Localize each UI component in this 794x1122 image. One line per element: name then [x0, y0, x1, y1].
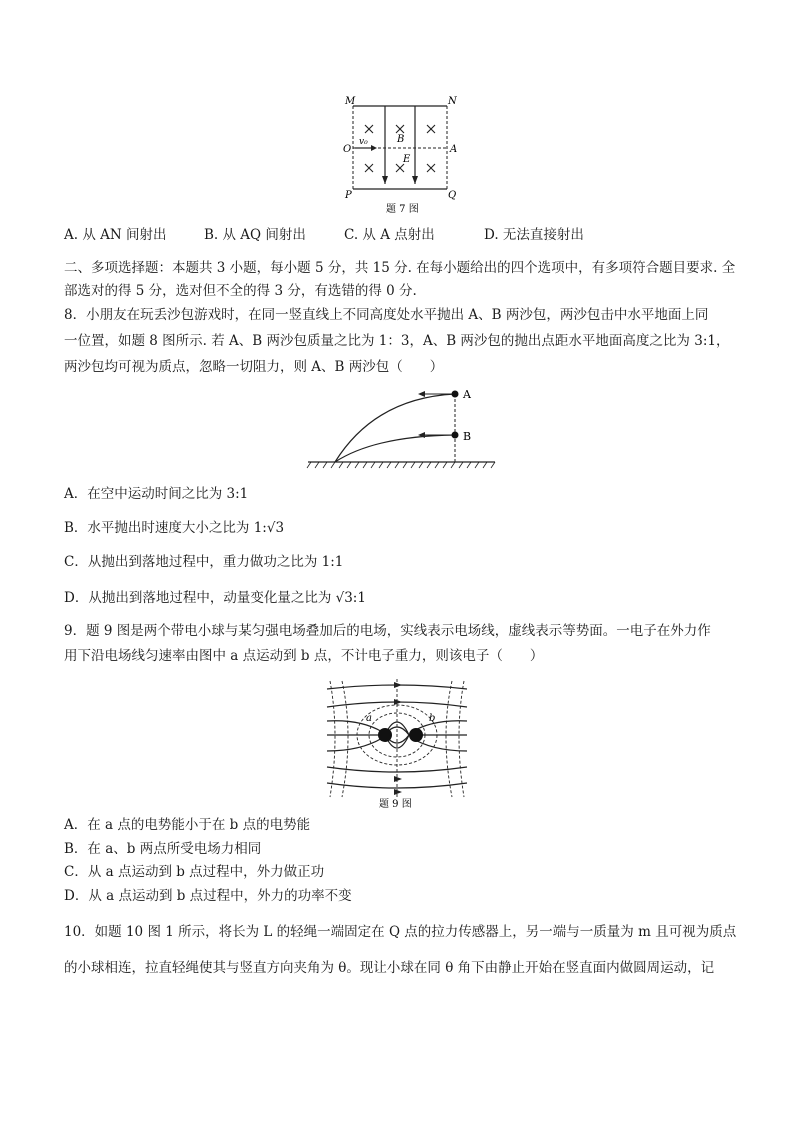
fig7-label-v0: v₀	[359, 137, 368, 147]
section2-line1: 二、多项选择题：本题共 3 小题，每小题 5 分，共 15 分. 在每小题给出的四个选项中，有多项符合题目要求. 全	[64, 260, 736, 276]
q7-option-a: A. 从 AN 间射出	[64, 227, 167, 243]
q9-option-c: C．从 a 点运动到 b 点过程中，外力做正功	[64, 864, 325, 880]
fig7-label-m: M	[345, 96, 356, 107]
fig9-label-a: a	[366, 713, 372, 724]
figure-8	[305, 378, 500, 470]
section2-line2: 部选对的得 5 分，选对但不全的得 3 分，有选错的得 0 分.	[64, 283, 417, 299]
q7-option-d: D. 无法直接射出	[484, 227, 584, 243]
fig7-label-b: B	[397, 134, 405, 145]
q8-option-b: B．水平抛出时速度大小之比为 1:√3	[64, 520, 285, 536]
fig8-label-a: A	[463, 388, 471, 401]
q8-line1: 8．小朋友在玩丢沙包游戏时，在同一竖直线上不同高度处水平抛出 A、B 两沙包，两沙包击中水平地面上同	[64, 307, 709, 323]
q8-option-c: C．从抛出到落地过程中，重力做功之比为 1:1	[64, 554, 344, 570]
q8-line2: 一位置，如题 8 图所示. 若 A、B 两沙包质量之比为 1：3，A、B 两沙包的抛出点距水平地面高度之比为 3:1，	[64, 333, 730, 349]
fig7-label-a: A	[450, 144, 458, 155]
q10-line2: 的小球相连，拉直轻绳使其与竖直方向夹角为 θ。现让小球在同 θ 角下由静止开始在竖直面内做圆周运动，记	[64, 960, 715, 976]
q9-option-b: B．在 a、b 两点所受电场力相同	[64, 841, 262, 857]
fig7-label-q: Q	[448, 190, 457, 201]
fig7-label-e: E	[403, 154, 411, 165]
q8-option-d: D．从抛出到落地过程中，动量变化量之比为 √3:1	[64, 590, 366, 606]
figure-9	[322, 679, 472, 809]
q8-line3: 两沙包均可视为质点，忽略一切阻力，则 A、B 两沙包（ ）	[64, 359, 444, 375]
q7-option-c: C. 从 A 点射出	[344, 227, 435, 243]
q9-option-d: D．从 a 点运动到 b 点过程中，外力的功率不变	[64, 888, 352, 904]
q9-line1: 9．题 9 图是两个带电小球与某匀强电场叠加后的电场，实线表示电场线，虚线表示等势面。一电子在外力作	[64, 623, 711, 639]
fig7-label-n: N	[448, 96, 457, 107]
fig7-caption: 题 7 图	[386, 204, 419, 215]
q9-option-a: A．在 a 点的电势能小于在 b 点的电势能	[64, 817, 311, 833]
fig9-label-b: b	[429, 713, 436, 724]
q9-line2: 用下沿电场线匀速率由图中 a 点运动到 b 点，不计电子重力，则该电子（ ）	[64, 648, 544, 664]
q10-line1: 10．如题 10 图 1 所示，将长为 L 的轻绳一端固定在 Q 点的拉力传感器上，另一端与一质量为 m 且可视为质点	[64, 924, 737, 940]
fig9-caption: 题 9 图	[379, 799, 412, 809]
fig7-label-o: O	[343, 144, 352, 155]
q7-option-b: B. 从 AQ 间射出	[204, 227, 306, 243]
figure-7	[335, 92, 465, 217]
q8-option-a: A．在空中运动时间之比为 3:1	[64, 486, 249, 502]
fig8-label-b: B	[463, 430, 472, 443]
fig7-label-p: P	[345, 190, 352, 201]
